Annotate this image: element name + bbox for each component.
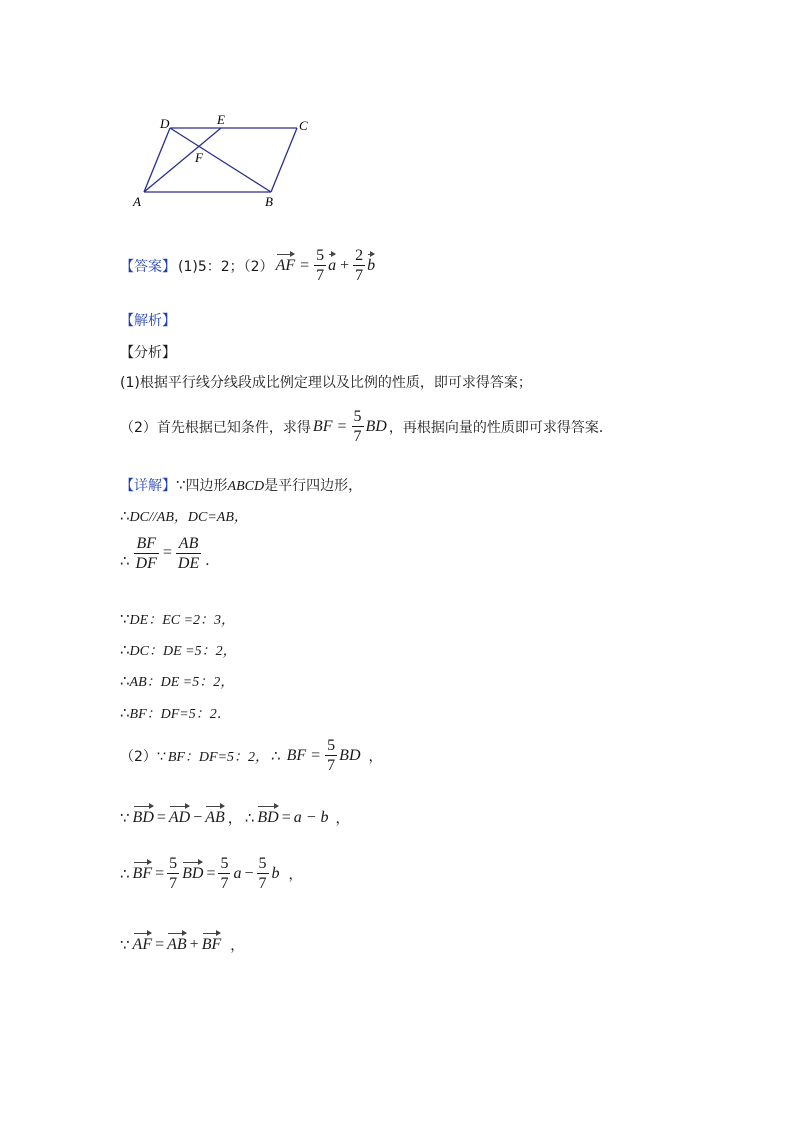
sub-analysis-tag: 【分析】	[120, 345, 176, 361]
analysis-line-1: (1)根据平行线分线段成比例定理以及比例的性质，即可求得答案；	[120, 375, 532, 391]
fraction-2-7: $\frac{2}{7}$	[355, 247, 364, 284]
parallelogram-figure	[125, 110, 325, 215]
label-c: C	[299, 118, 308, 133]
fraction-5-7: $\frac{5}{7}$	[258, 855, 267, 892]
equals-sign: =	[337, 417, 347, 435]
detail-line-8: （2）∵ BF：DF=5：2， ∴ BF = $\frac{5}{7}$ BD ，	[120, 737, 383, 774]
answer-line	[120, 247, 375, 284]
fraction-5-7: $\frac{5}{7}$	[353, 408, 362, 445]
side-bc	[271, 128, 297, 192]
detail-line-11: ∵ AF = AB + BF ，	[120, 936, 245, 954]
vector-a: a	[328, 256, 337, 274]
bd-term: BD	[365, 417, 387, 435]
detail-line-9: ∵ BD = AD − AB ， ∴ BD = a − b ，	[120, 809, 350, 827]
detail-line-1: 【详解】∵四边形ABCD是平行四边形，	[120, 476, 363, 494]
abcd-term: ABCD	[227, 479, 265, 494]
analysis-line-2	[120, 408, 613, 445]
label-d: D	[160, 116, 170, 131]
diagonal-db	[170, 128, 271, 192]
therefore-symbol: ∴	[120, 507, 130, 525]
analysis-line-2-pre: （2）首先根据已知条件，求得	[120, 419, 311, 436]
label-b: B	[265, 194, 273, 209]
fraction-5-7: $\frac{5}{7}$	[316, 247, 325, 284]
analysis-tag: 【解析】	[120, 313, 176, 329]
fraction-5-7: $\frac{5}{7}$	[169, 855, 178, 892]
vector-b: b	[367, 256, 376, 274]
detail-line-3: ∴ $\frac{BF}{DF}$ = $\frac{AB}{DE}$ ．	[120, 535, 220, 572]
because-symbol: ∵	[176, 476, 186, 494]
fraction-bf-df: $\frac{BF}{DF}$	[135, 535, 157, 572]
equals-sign: =	[300, 256, 310, 274]
answer-part1: (1)5：2；（2）	[178, 258, 274, 275]
segment-ae	[144, 128, 221, 192]
fraction-5-7: $\frac{5}{7}$	[220, 855, 229, 892]
label-e: E	[217, 112, 225, 127]
detail-line-2: ∴DC//AB，DC=AB，	[120, 507, 248, 525]
therefore-symbol: ∴	[120, 552, 130, 570]
label-a: A	[133, 194, 141, 209]
analysis-line-2-post: ，再根据向量的性质即可求得答案．	[388, 419, 613, 436]
detail-line-5: ∴DC：DE =5：2，	[120, 641, 237, 659]
plus-sign: +	[340, 256, 350, 274]
side-ad	[144, 128, 170, 192]
detail-line-10: ∴ BF = $\frac{5}{7}$ BD = $\frac{5}{7}$ a − $\frac{5}{7}$ b ，	[120, 855, 303, 892]
detail-line-4: ∵DE：EC =2：3，	[120, 610, 236, 628]
fraction-ab-de: $\frac{AB}{DE}$	[177, 535, 200, 572]
detail-line-7: ∴BF：DF=5：2．	[120, 704, 231, 722]
detail-tag: 【详解】	[120, 478, 176, 494]
bf-term: BF	[312, 417, 333, 435]
detail-line-6: ∴AB：DE =5：2，	[120, 672, 235, 690]
fraction-5-7: $\frac{5}{7}$	[327, 737, 336, 774]
answer-tag: 【答案】	[120, 258, 176, 275]
vector-af: AF	[275, 256, 296, 274]
label-f: F	[195, 150, 203, 165]
